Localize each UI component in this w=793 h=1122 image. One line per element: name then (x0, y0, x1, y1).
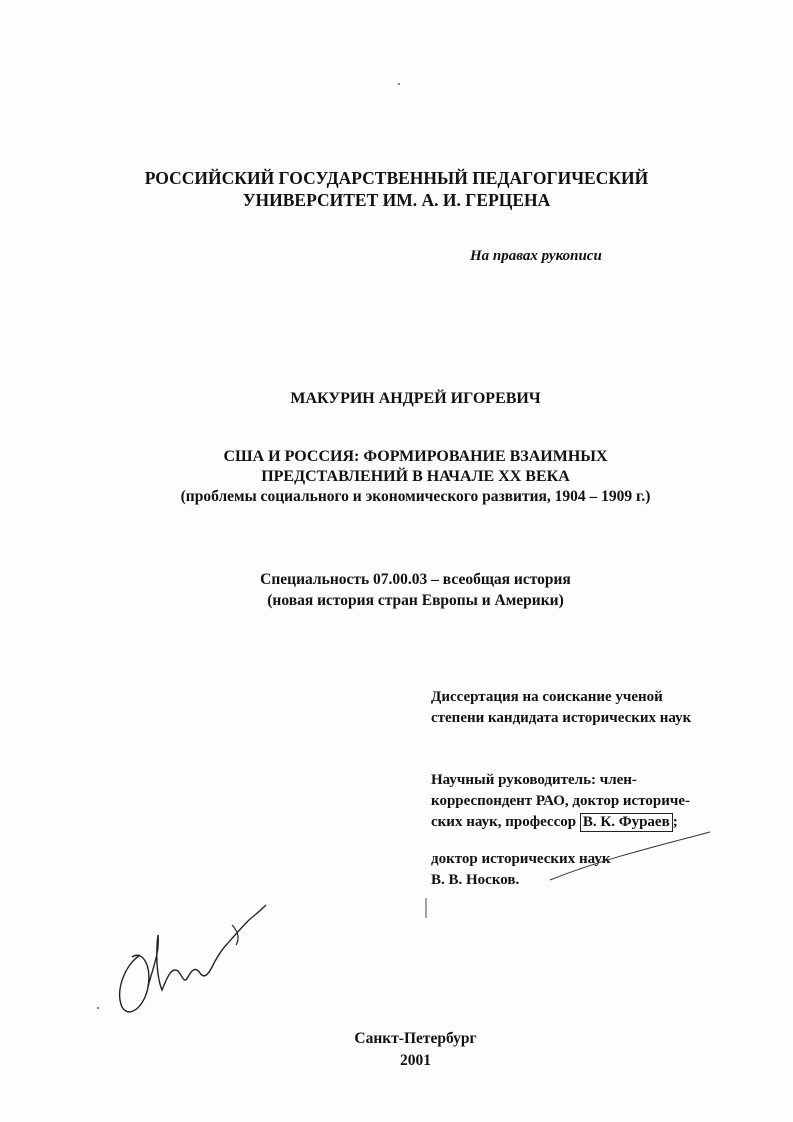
supervisor-title: ских наук, профессор (431, 814, 577, 830)
specialty-line-2: (новая история стран Европы и Америки) (267, 592, 564, 609)
scan-speck (97, 1007, 99, 1009)
city: Санкт-Петербург (354, 1030, 477, 1047)
manuscript-rights-note: На правах рукописи (470, 248, 602, 264)
university-heading (0, 167, 793, 211)
supervisor-semicolon: ; (672, 814, 678, 830)
specialty (0, 569, 793, 611)
dissertation-degree-note (431, 687, 691, 729)
handwritten-signature (100, 895, 280, 1025)
author-name (0, 389, 793, 409)
author-name-text: МАКУРИН АНДРЕЙ ИГОРЕВИЧ (290, 390, 541, 407)
degree-line-1: Диссертация на соискание ученой (431, 689, 663, 705)
title-subtitle: (проблемы социального и экономического развития, 1904 – 1909 г.) (180, 488, 651, 505)
supervisor-name-box: В. К. Фураев (580, 813, 673, 832)
degree-line-2: степени кандидата исторических наук (431, 710, 692, 726)
specialty-line-1: Специальность 07.00.03 – всеобщая история (260, 571, 571, 588)
supervisor-line-2: корреспондент РАО, доктор историче- (431, 793, 690, 809)
university-line-2: УНИВЕРСИТЕТ ИМ. А. И. ГЕРЦЕНА (242, 190, 551, 210)
pen-stroke-mark (420, 820, 720, 930)
dissertation-title (0, 447, 793, 507)
second-supervisor-name: В. В. Носков. (431, 872, 520, 888)
supervisor-line-1: Научный руководитель: член- (431, 772, 637, 788)
title-line-1: США И РОССИЯ: ФОРМИРОВАНИЕ ВЗАИМНЫХ (223, 448, 608, 465)
university-line-1: РОССИЙСКИЙ ГОСУДАРСТВЕННЫЙ ПЕДАГОГИЧЕСКИЙ (144, 168, 649, 188)
year: 2001 (400, 1052, 431, 1069)
place-and-year (0, 1028, 793, 1072)
title-line-2: ПРЕДСТАВЛЕНИЙ В НАЧАЛЕ XX ВЕКА (261, 468, 570, 485)
second-supervisor-degree: доктор исторических наук (431, 851, 611, 867)
scan-speck (398, 83, 400, 85)
